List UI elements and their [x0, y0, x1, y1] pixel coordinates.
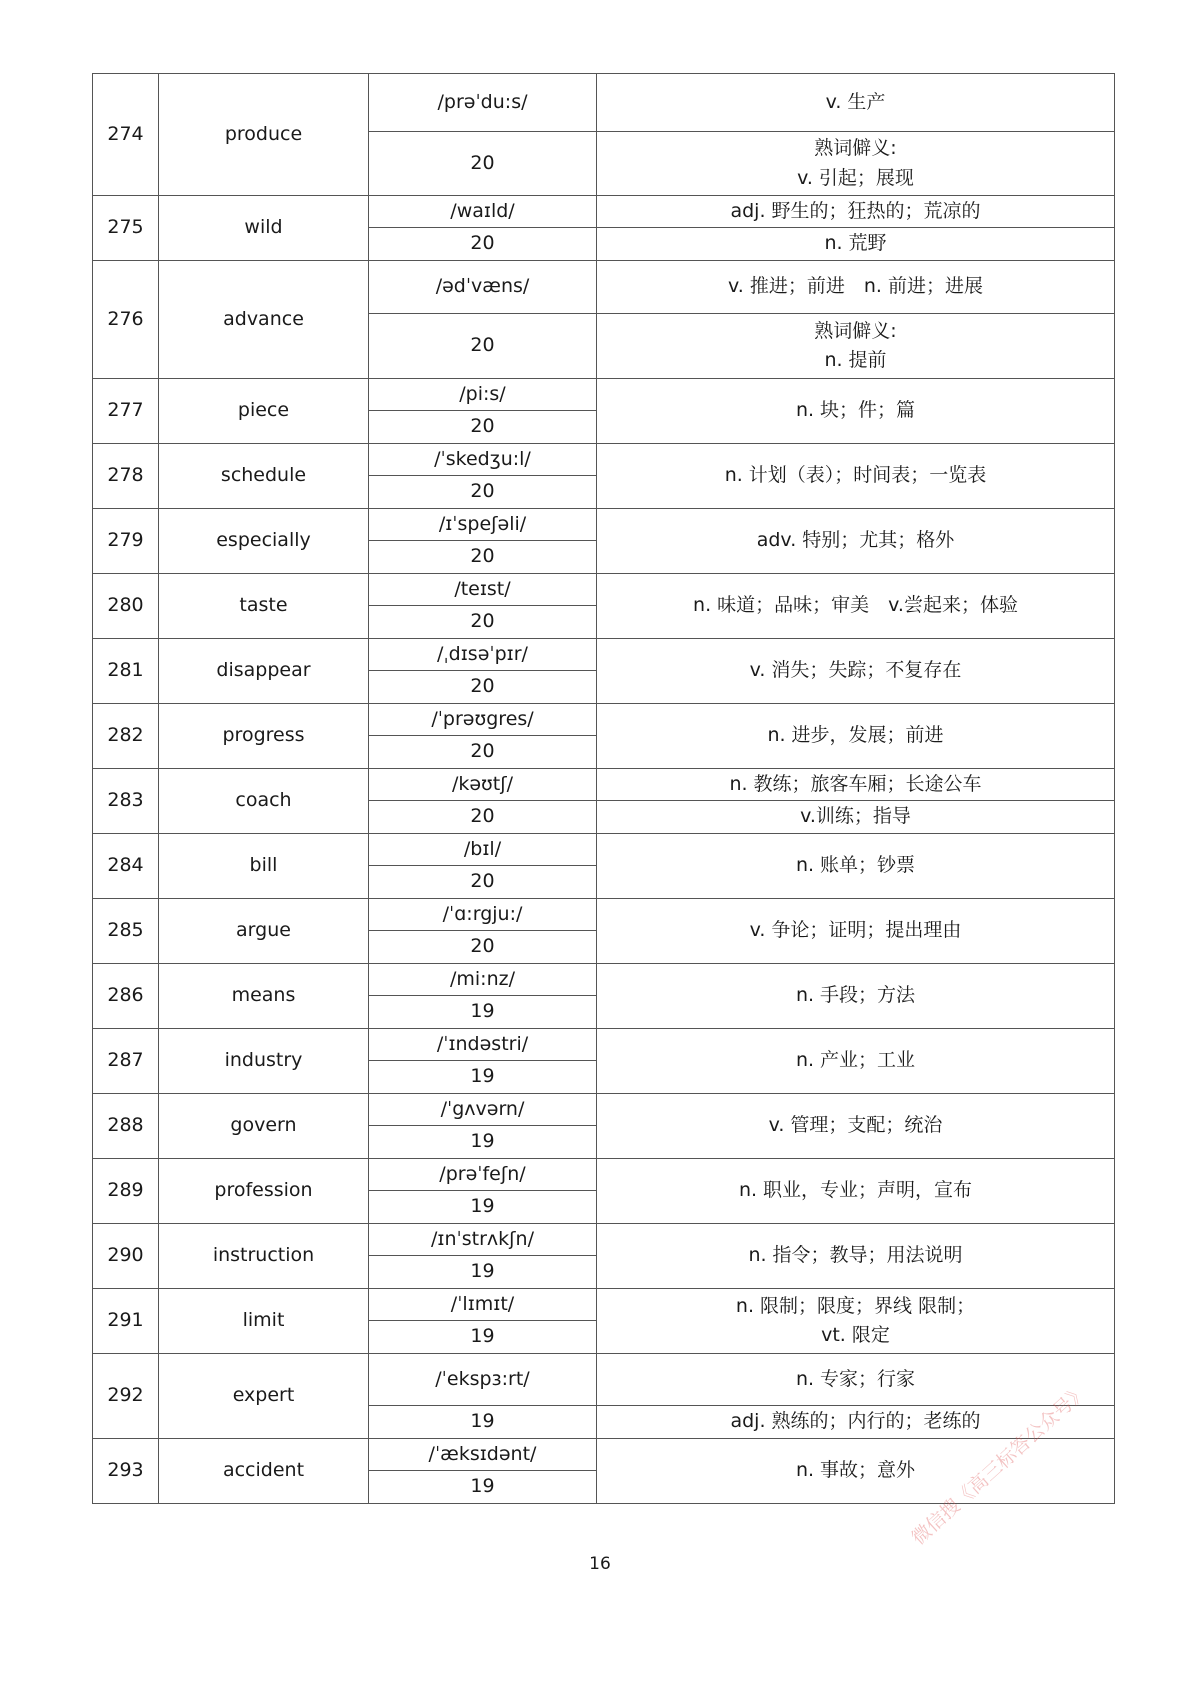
entry-frequency: 19 — [369, 1126, 597, 1159]
entry-number: 281 — [93, 639, 159, 704]
meaning-line: v. 消失；失踪；不复存在 — [749, 659, 962, 682]
entry-meaning — [597, 574, 1115, 639]
table-row — [93, 1289, 1115, 1321]
table-row — [93, 964, 1115, 996]
entry-number: 291 — [93, 1289, 159, 1354]
entry-word: advance — [159, 261, 369, 379]
table-row — [93, 1159, 1115, 1191]
meaning-line: adj. 野生的；狂热的；荒凉的 — [730, 199, 981, 222]
entry-pronunciation: /kəʊtʃ/ — [369, 769, 597, 801]
entry-frequency: 20 — [369, 228, 597, 261]
meaning-line: n. 味道；品味；审美 v.尝起来；体验 — [693, 594, 1018, 617]
entry-word: profession — [159, 1159, 369, 1224]
meaning-line: n. 事故；意外 — [795, 1459, 916, 1482]
entry-meaning — [597, 769, 1115, 801]
entry-word: especially — [159, 509, 369, 574]
vocabulary-table-body — [93, 74, 1115, 1504]
entry-number: 276 — [93, 261, 159, 379]
meaning-line: v. 生产 — [825, 90, 886, 113]
table-row — [93, 196, 1115, 228]
meaning-line: n. 指令；教导；用法说明 — [748, 1244, 963, 1267]
meaning-line: 熟词僻义: — [814, 137, 897, 160]
entry-number: 285 — [93, 899, 159, 964]
entry-word: taste — [159, 574, 369, 639]
entry-pronunciation: /ˈprəʊgres/ — [369, 704, 597, 736]
entry-frequency: 20 — [369, 541, 597, 574]
meaning-line: n. 产业；工业 — [795, 1049, 916, 1072]
watermark: 微信搜《高三标答公众号》 — [907, 1380, 1092, 1550]
entry-word: progress — [159, 704, 369, 769]
entry-number: 292 — [93, 1354, 159, 1439]
entry-pronunciation: /ˈskedʒu:l/ — [369, 444, 597, 476]
entry-meaning — [597, 1029, 1115, 1094]
entry-frequency: 20 — [369, 476, 597, 509]
entry-frequency: 19 — [369, 1061, 597, 1094]
entry-frequency: 19 — [369, 996, 597, 1029]
entry-number: 287 — [93, 1029, 159, 1094]
entry-pronunciation: /prəˈfeʃn/ — [369, 1159, 597, 1191]
table-row — [93, 1439, 1115, 1471]
entry-number: 279 — [93, 509, 159, 574]
entry-meaning — [597, 704, 1115, 769]
meaning-line: adj. 熟练的；内行的；老练的 — [730, 1410, 981, 1433]
entry-pronunciation: /ˈæksɪdənt/ — [369, 1439, 597, 1471]
entry-meaning — [597, 1354, 1115, 1406]
entry-pronunciation: /ɪˈspeʃəli/ — [369, 509, 597, 541]
meaning-line: n. 限制；限度；界线 限制； — [735, 1294, 976, 1317]
entry-number: 293 — [93, 1439, 159, 1504]
entry-meaning — [597, 1159, 1115, 1224]
entry-pronunciation: /ˈgʌvərn/ — [369, 1094, 597, 1126]
entry-meaning — [597, 74, 1115, 132]
entry-pronunciation: /ˈɪndəstri/ — [369, 1029, 597, 1061]
entry-number: 277 — [93, 379, 159, 444]
entry-frequency: 20 — [369, 314, 597, 379]
entry-number: 282 — [93, 704, 159, 769]
meaning-line: 熟词僻义: — [814, 319, 897, 342]
entry-word: piece — [159, 379, 369, 444]
entry-meaning — [597, 834, 1115, 899]
entry-frequency: 19 — [369, 1191, 597, 1224]
entry-pronunciation: /ɪnˈstrʌkʃn/ — [369, 1224, 597, 1256]
entry-meaning — [597, 899, 1115, 964]
entry-number: 289 — [93, 1159, 159, 1224]
entry-meaning — [597, 1289, 1115, 1354]
entry-word: wild — [159, 196, 369, 261]
entry-word: expert — [159, 1354, 369, 1439]
entry-meaning — [597, 261, 1115, 314]
entry-pronunciation: /pi:s/ — [369, 379, 597, 411]
entry-frequency: 20 — [369, 866, 597, 899]
meaning-line: v. 引起；展现 — [797, 166, 914, 189]
meaning-line: v. 管理；支配；统治 — [768, 1114, 943, 1137]
table-row — [93, 1354, 1115, 1406]
entry-meaning — [597, 379, 1115, 444]
entry-frequency: 19 — [369, 1321, 597, 1354]
entry-frequency: 19 — [369, 1471, 597, 1504]
entry-number: 286 — [93, 964, 159, 1029]
entry-pronunciation: /mi:nz/ — [369, 964, 597, 996]
meaning-line: n. 手段；方法 — [795, 984, 916, 1007]
entry-word: coach — [159, 769, 369, 834]
entry-meaning — [597, 1439, 1115, 1504]
entry-word: bill — [159, 834, 369, 899]
entry-frequency: 20 — [369, 606, 597, 639]
entry-frequency: 20 — [369, 411, 597, 444]
meaning-line: n. 进步，发展；前进 — [767, 724, 944, 747]
table-row — [93, 899, 1115, 931]
entry-frequency: 20 — [369, 801, 597, 834]
entry-pronunciation: /waɪld/ — [369, 196, 597, 228]
meaning-line: n. 账单；钞票 — [795, 854, 916, 877]
entry-meaning-extra — [597, 801, 1115, 834]
entry-word: schedule — [159, 444, 369, 509]
vocabulary-table — [92, 73, 1115, 1504]
table-row — [93, 74, 1115, 132]
meaning-line: v.训练；指导 — [800, 805, 911, 828]
page-number: 16 — [589, 1554, 611, 1574]
entry-meaning-extra — [597, 314, 1115, 379]
entry-number: 274 — [93, 74, 159, 196]
entry-word: limit — [159, 1289, 369, 1354]
entry-meaning — [597, 639, 1115, 704]
entry-meaning-extra — [597, 228, 1115, 261]
entry-pronunciation: /prəˈdu:s/ — [369, 74, 597, 132]
entry-frequency: 19 — [369, 1256, 597, 1289]
entry-word: instruction — [159, 1224, 369, 1289]
meaning-line: n. 计划（表）；时间表；一览表 — [724, 464, 987, 487]
entry-pronunciation: /teɪst/ — [369, 574, 597, 606]
entry-meaning — [597, 1094, 1115, 1159]
entry-word: means — [159, 964, 369, 1029]
entry-frequency: 20 — [369, 671, 597, 704]
entry-number: 275 — [93, 196, 159, 261]
table-row — [93, 574, 1115, 606]
entry-frequency: 19 — [369, 1406, 597, 1439]
entry-pronunciation: /bɪl/ — [369, 834, 597, 866]
meaning-line: vt. 限定 — [821, 1324, 890, 1346]
entry-meaning-extra — [597, 132, 1115, 196]
entry-pronunciation: /ˌdɪsəˈpɪr/ — [369, 639, 597, 671]
entry-frequency: 20 — [369, 132, 597, 196]
table-row — [93, 639, 1115, 671]
table-row — [93, 379, 1115, 411]
entry-number: 283 — [93, 769, 159, 834]
entry-frequency: 20 — [369, 931, 597, 964]
entry-meaning — [597, 196, 1115, 228]
table-row — [93, 769, 1115, 801]
entry-word: govern — [159, 1094, 369, 1159]
entry-word: produce — [159, 74, 369, 196]
meaning-line: n. 荒野 — [824, 232, 887, 255]
entry-word: accident — [159, 1439, 369, 1504]
table-row — [93, 704, 1115, 736]
table-row — [93, 834, 1115, 866]
meaning-line: n. 专家；行家 — [795, 1367, 916, 1390]
table-row — [93, 509, 1115, 541]
entry-pronunciation: /ˈlɪmɪt/ — [369, 1289, 597, 1321]
entry-pronunciation: /ˈekspɜ:rt/ — [369, 1354, 597, 1406]
meaning-line: n. 提前 — [824, 349, 887, 371]
entry-meaning — [597, 964, 1115, 1029]
entry-meaning — [597, 1224, 1115, 1289]
table-row — [93, 444, 1115, 476]
entry-number: 290 — [93, 1224, 159, 1289]
meaning-line: v. 争论；证明；提出理由 — [749, 919, 962, 942]
entry-word: industry — [159, 1029, 369, 1094]
meaning-line: adv. 特别；尤其；格外 — [756, 529, 955, 552]
table-row — [93, 1029, 1115, 1061]
entry-number: 284 — [93, 834, 159, 899]
table-row — [93, 261, 1115, 314]
meaning-line: n. 教练；旅客车厢；长途公车 — [729, 772, 982, 795]
entry-pronunciation: /ˈɑ:rgju:/ — [369, 899, 597, 931]
entry-meaning — [597, 444, 1115, 509]
meaning-line: n. 块；件；篇 — [795, 399, 916, 422]
entry-frequency: 20 — [369, 736, 597, 769]
entry-number: 278 — [93, 444, 159, 509]
entry-meaning — [597, 509, 1115, 574]
meaning-line: n. 职业，专业；声明，宣布 — [738, 1179, 973, 1202]
entry-number: 288 — [93, 1094, 159, 1159]
entry-pronunciation: /ədˈvæns/ — [369, 261, 597, 314]
table-row — [93, 1224, 1115, 1256]
entry-word: argue — [159, 899, 369, 964]
meaning-line: v. 推进；前进 n. 前进；进展 — [728, 275, 983, 298]
entry-word: disappear — [159, 639, 369, 704]
entry-number: 280 — [93, 574, 159, 639]
table-row — [93, 1094, 1115, 1126]
